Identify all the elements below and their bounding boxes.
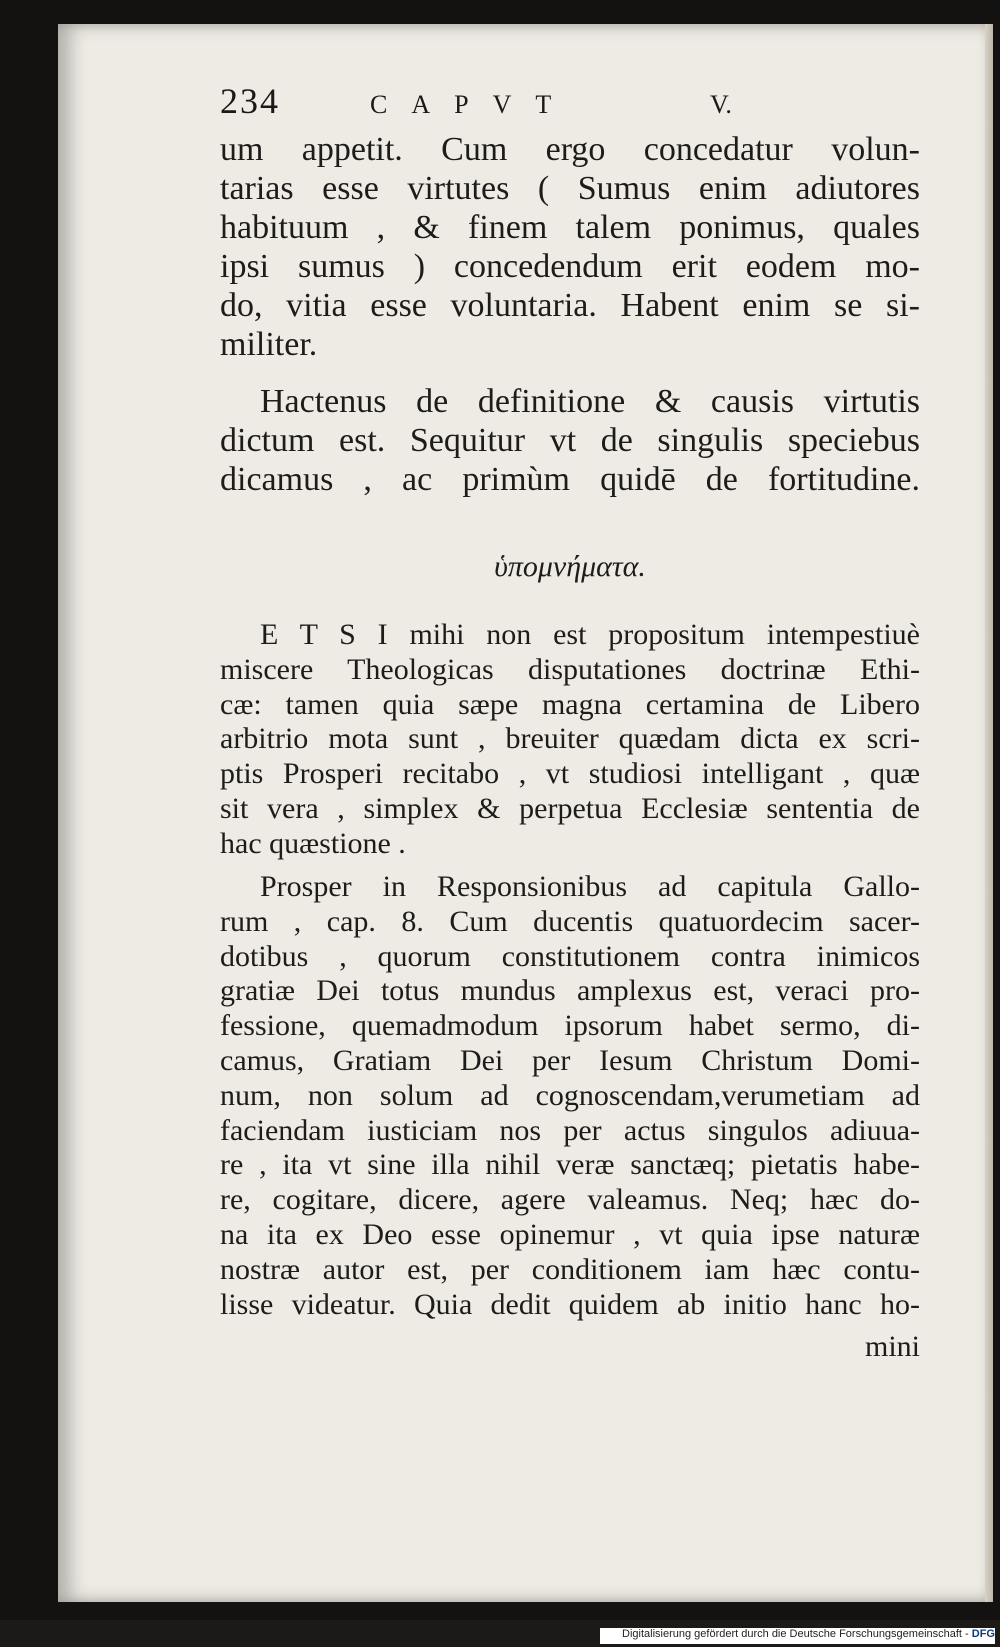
paragraph-etsi [220,618,920,862]
text-line: arbitrio mota sunt , breuiter quædam dicta ex scri- [220,722,920,756]
text-line: re, cogitare, dicere, agere valeamus. Neq; hæc do- [220,1183,920,1217]
text-line: habituum , & finem talem ponimus, quales [220,209,920,246]
text-line: rum , cap. 8. Cum ducentis quatuordecim sacer- [220,904,920,938]
text-line: camus, Gratiam Dei per Iesum Christum Domi- [220,1043,920,1077]
text-line: ipsi sumus ) concedendum erit eodem mo- [220,248,920,285]
text-line: do, vitia esse voluntaria. Habent enim se si- [220,287,920,324]
text-line: tarias esse virtutes ( Sumus enim adiutores [220,170,920,207]
credit-text: Digitalisierung gefördert durch die Deutsche Forschungsgemeinschaft - [622,1628,969,1640]
text-line: dictum est. Sequitur vt de singulis speciebus [220,422,920,459]
text-line: num, non solum ad cognoscendam,verumetiam ad [220,1078,920,1112]
text-line: gratiæ Dei totus mundus amplexus est, veraci pro- [220,974,920,1008]
text-line: Hactenus de definitione & causis virtutis [260,383,920,420]
paragraph-hactenus [220,382,920,499]
text-line: nostræ autor est, per conditionem iam hæc contu- [220,1252,920,1286]
text-line: miscere Theologicas disputationes doctrinæ Ethi- [220,652,920,686]
dfg-logo: DFG [971,1628,995,1640]
text-line: sit vera , simplex & perpetua Ecclesiæ sententia de [220,791,920,825]
text-line: faciendam iusticiam nos per actus singulos adiuua- [220,1113,920,1147]
catchword: mini [864,1330,920,1363]
chapter-number: V. [710,90,732,119]
text-line: lisse videatur. Quia dedit quidem ab initio hanc ho- [220,1287,920,1321]
page-edge [985,24,993,1602]
text-line: hac quæstione . [220,826,406,860]
digitization-credit [600,1628,995,1644]
page-number: 234 [220,81,280,121]
text-line: fessione, quemadmodum ipsorum habet sermo, di- [220,1009,920,1043]
text-line: dicamus , ac primùm quidē de fortitudine. [220,461,920,498]
text-line: dotibus , quorum constitutionem contra inimicos [220,939,920,973]
text-line: ptis Prosperi recitabo , vt studiosi intelligant , quæ [220,757,920,791]
page-header [220,80,920,130]
text-line: cæ: tamen quia sæpe magna certamina de Libero [220,687,920,721]
text-line: militer. [220,326,318,363]
text-line: Prosper in Responsionibus ad capitula Gallo- [260,870,920,903]
paragraph-continuation [220,130,920,364]
text-line: re , ita vt sine illa nihil veræ sanctæq; pietatis habe- [220,1148,920,1182]
running-head: CAPVT [370,90,576,119]
text-line: E T S I mihi non est propositum intempestiuè [260,618,920,651]
section-heading: ὑπομνήματα. [494,550,646,583]
text-line: na ita ex Deo esse opinemur , vt quia ipse naturæ [220,1217,920,1251]
paragraph-prosper [220,870,920,1322]
text-line: um appetit. Cum ergo concedatur volun- [220,131,920,168]
